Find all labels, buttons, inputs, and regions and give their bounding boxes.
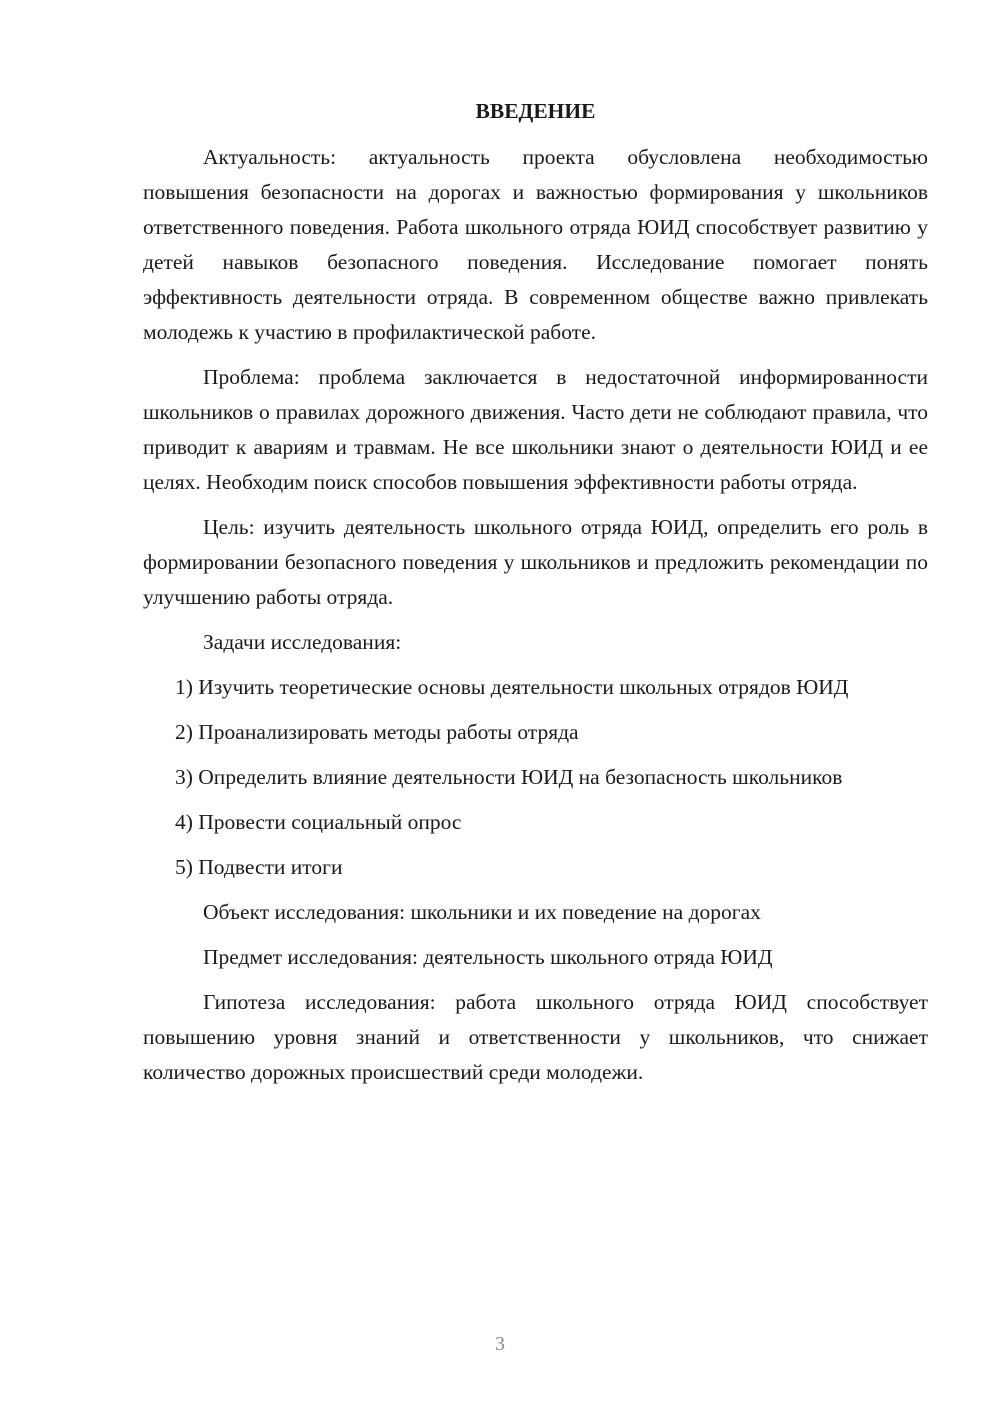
paragraph-subject: Предмет исследования: деятельность школьного отряда ЮИД	[203, 945, 773, 969]
list-item-task-5: 5) Подвести итоги	[175, 855, 343, 879]
list-item-task-3: 3) Определить влияние деятельности ЮИД на безопасность школьников	[175, 765, 843, 789]
list-item-task-4: 4) Провести социальный опрос	[175, 810, 462, 834]
list-item-task-2: 2) Проанализировать методы работы отряда	[175, 720, 579, 744]
paragraph-goal: Цель: изучить деятельность школьного отряда ЮИД, определить его роль в формировании безопасного поведения у школьников и предложить рекомендации по улучшению работы отряда.	[143, 515, 928, 609]
paragraph-problem: Проблема: проблема заключается в недостаточной информированности школьников о правилах дорожного движения. Часто дети не соблюдают правила, что приводит к авариям и травмам. Не все школьники знают о деятельности ЮИД и ее целях. Необходим поиск способов повышения эффективности работы отряда.	[143, 365, 928, 494]
paragraph-hypothesis: Гипотеза исследования: работа школьного отряда ЮИД способствует повышению уровня знаний и ответственности у школьников, что снижает количество дорожных происшествий среди молодежи.	[143, 990, 928, 1084]
list-item-task-1: 1) Изучить теоретические основы деятельности школьных отрядов ЮИД	[175, 675, 849, 699]
document-body	[143, 96, 928, 1100]
page-number: 3	[495, 1333, 505, 1355]
page-title: ВВЕДЕНИЕ	[475, 99, 596, 123]
paragraph-object: Объект исследования: школьники и их поведение на дорогах	[203, 900, 761, 924]
tasks-title: Задачи исследования:	[203, 630, 402, 654]
paragraph-relevance: Актуальность: актуальность проекта обусловлена необходимостью повышения безопасности на дорогах и важностью формирования у школьников ответственного поведения. Работа школьного отряда ЮИД способствует развитию у детей навыков безопасного поведения. Исследование помогает понять эффективность деятельности отряда. В современном обществе важно привлекать молодежь к участию в профилактической работе.	[143, 145, 928, 344]
